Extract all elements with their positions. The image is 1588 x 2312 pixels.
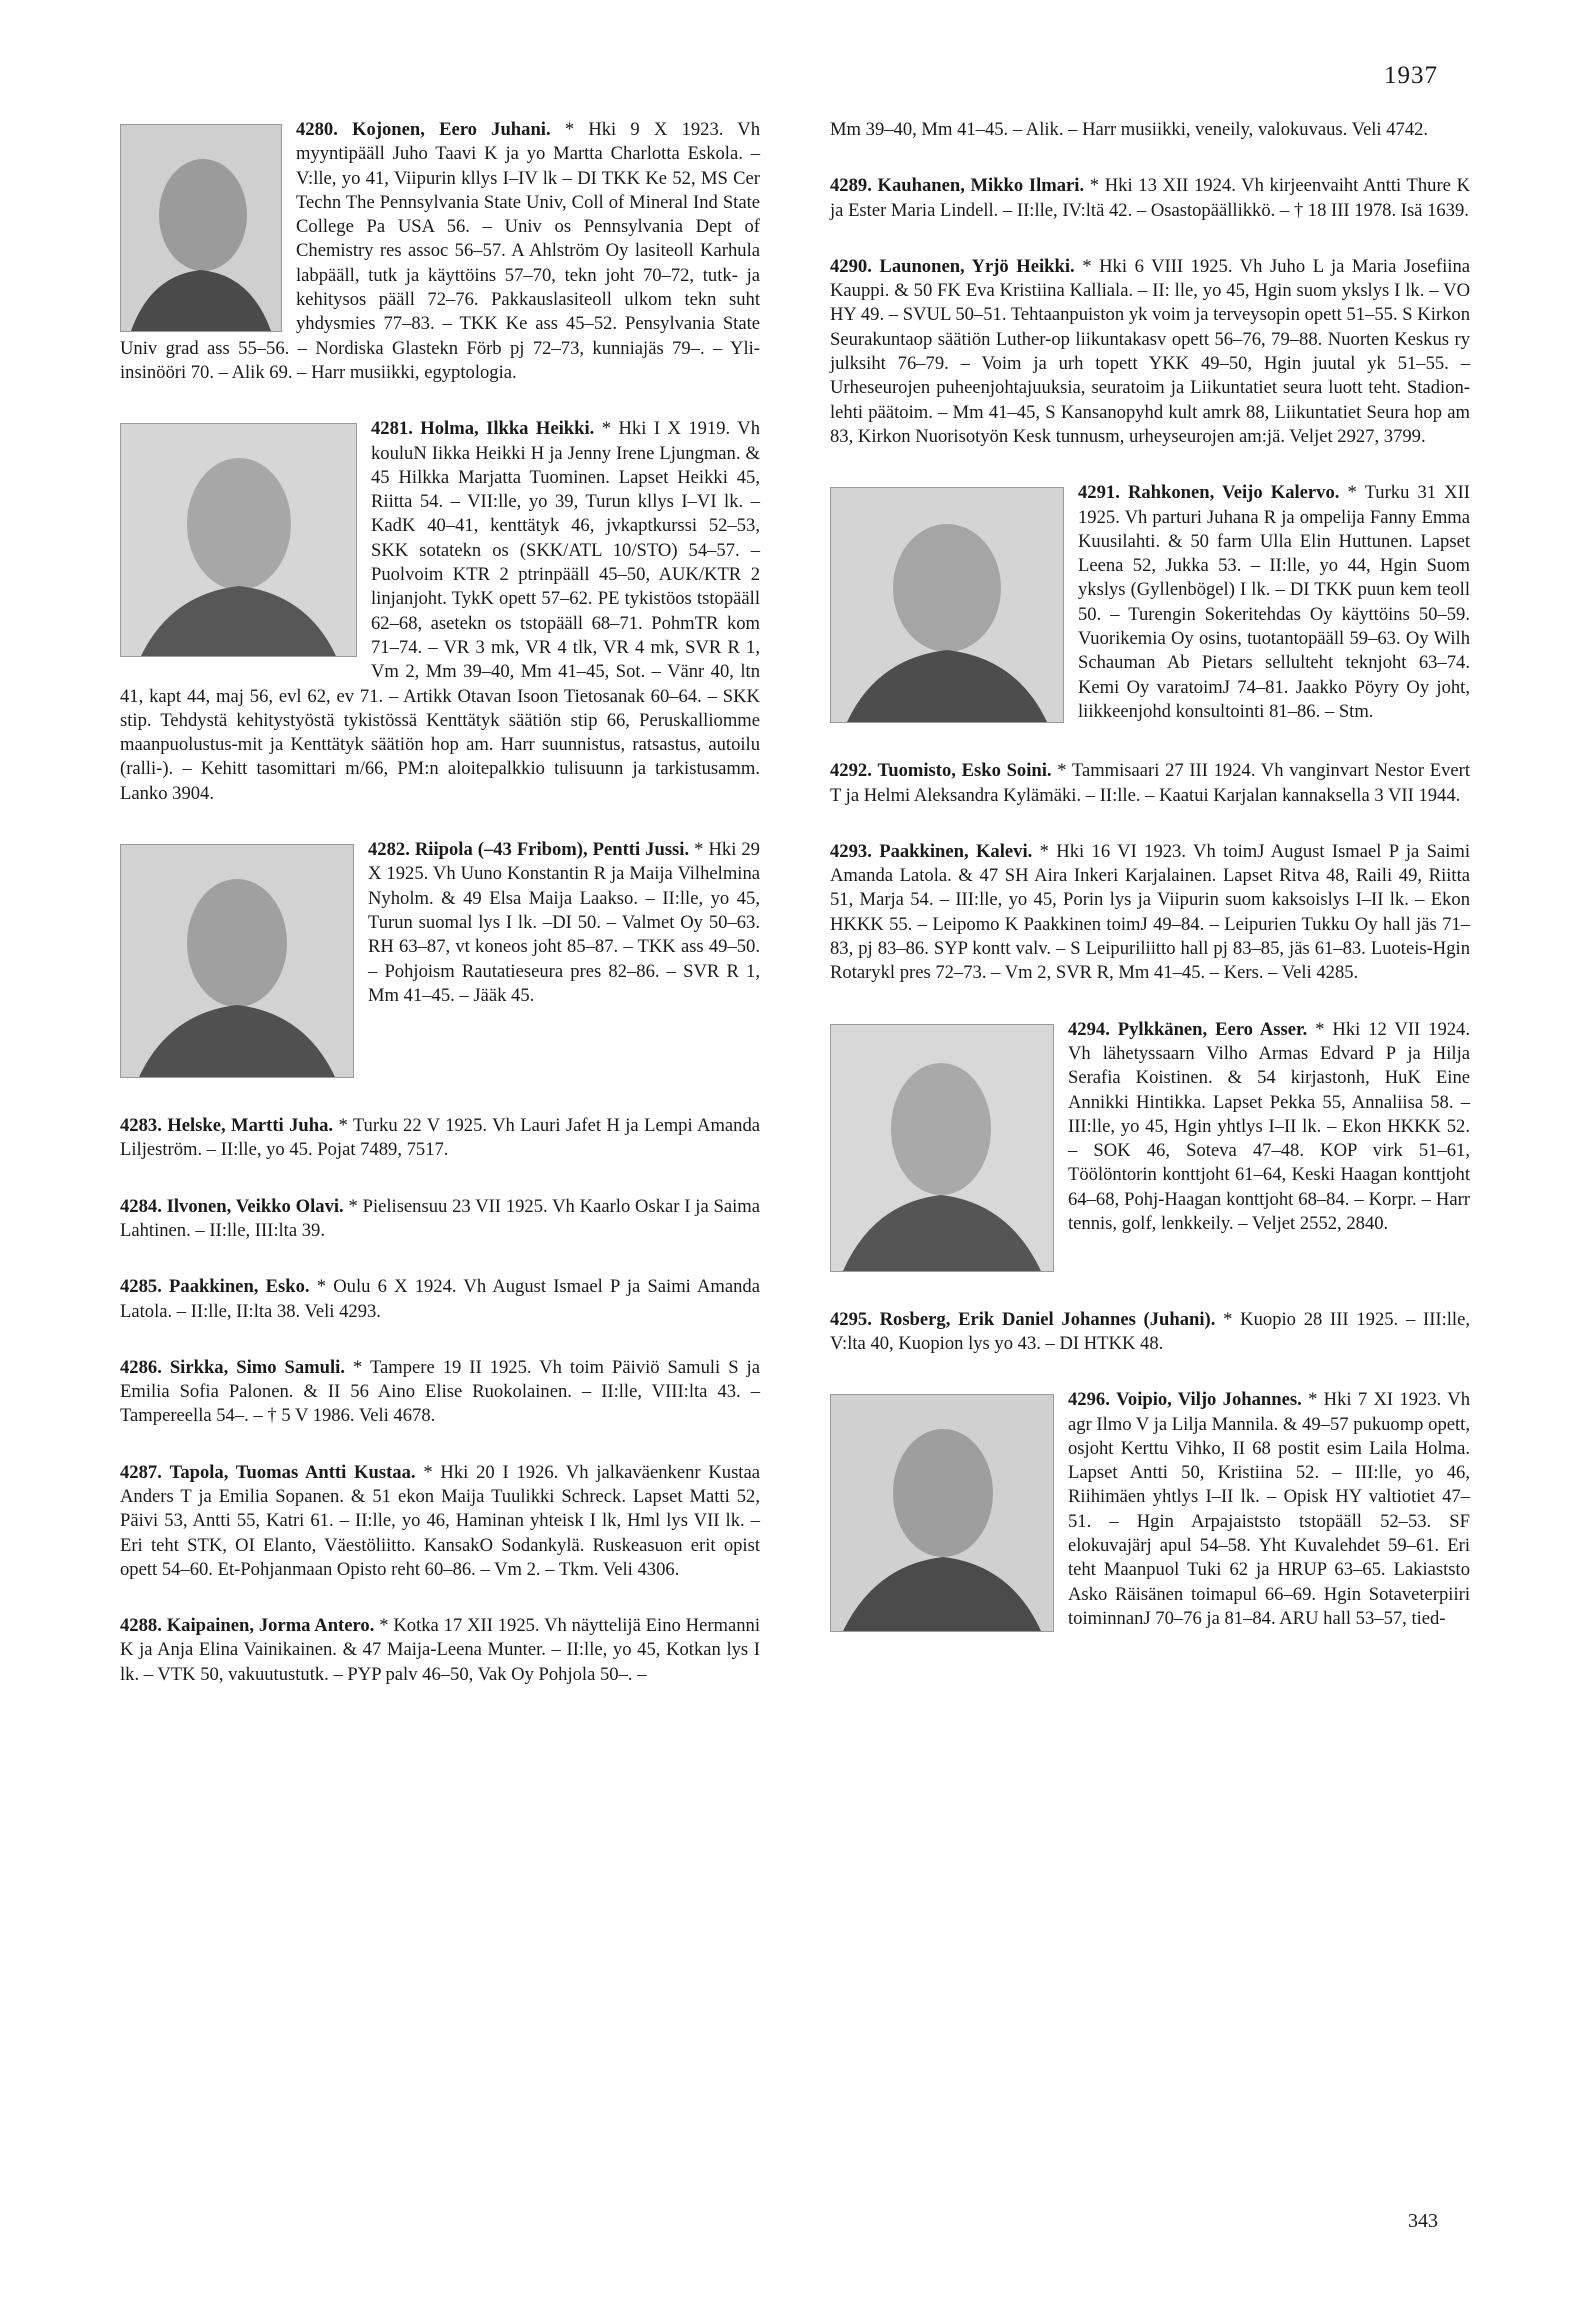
entry-text: * Tampere 19 II 1925. Vh toim Päiviö Samuli S ja Emilia Sofia Palonen. & II 56 Aino Elise Ruokolainen. – II:lle, VIII:lta 43. – Tampereella 54–. – † 5 V 1986. Veli 4678. — [120, 1356, 760, 1427]
page-number-top: 1937 — [1384, 62, 1438, 89]
entry-text: * Oulu 6 X 1924. Vh August Ismael P ja Saimi Amanda Latola. – II:lle, II:lta 38. Veli 4293. — [120, 1276, 760, 1322]
entry-number: 4293. — [830, 840, 872, 862]
entry-text: * Hki 9 X 1923. Vh myyntipääll Juho Taavi K ja yo Martta Charlotta Eskola. – V:lle, yo 41, Viipurin kllys I–IV lk – DI TKK Ke 52, MS Cer Techn The Pennsylvania State Univ, Coll of Mineral Ind State College Pa USA 56. – Univ os Pennsylvania Dept of Chemistry res assoc 56–57. A Ahlström Oy lasiteoll Karhula labpääll, tutk ja käyttöins 57–70, tekn joht 70–72, tutk- ja kehitysos pääll 72–76. Pakkauslasiteoll ulkom tekn suht yhdysmies 77–83. – TKK Ke ass 45–52. Pensylvania State Univ grad ass 55–56. – Nordiska Glastekn Förb pj 72–73, kunniajäs 79–. – Yli-insinööri 70. – Alik 69. – Harr musiikki, egyptologia. — [120, 119, 760, 383]
person-name: Kaipainen, Jorma Antero. — [166, 1615, 375, 1637]
left-column — [120, 118, 760, 1719]
entry-number: 4283. — [120, 1115, 162, 1137]
entry-number: 4288. — [120, 1615, 162, 1637]
entry-text: * Pielisensuu 23 VII 1925. Vh Kaarlo Oskar I ja Saima Lahtinen. – II:lle, III:lta 39. — [120, 1195, 760, 1241]
entry-text: * Kotka 17 XII 1925. Vh näyttelijä Eino Hermanni K ja Anja Elina Vainikainen. & 47 Maija-Leena Munter. – II:lle, yo 45, Kotkan lys I lk. – VTK 50, vakuutustutk. – PYP palv 46–50, Vak Oy Pohjola 50–. – — [120, 1615, 760, 1685]
entry-number: 4294. — [1068, 1018, 1110, 1040]
person-name: Pylkkänen, Eero Asser. — [1117, 1018, 1308, 1040]
entry-number: 4289. — [830, 175, 872, 197]
entry-number: 4285. — [120, 1276, 162, 1298]
person-name: Kauhanen, Mikko Ilmari. — [877, 175, 1085, 197]
person-name: Ilvonen, Veikko Olavi. — [166, 1195, 344, 1217]
entry-text: * Hki 29 X 1925. Vh Uuno Konstantin R ja Maija Vilhelmina Nyholm. & 49 Elsa Maija Laakso. – II:lle, yo 45, Turun suomal lys I lk. –DI 50. – Valmet Oy 50–63. RH 63–87, vt koneos joht 85–87. – TKK ass 49–50. – Pohjoism Rautatieseura pres 82–86. – SVR R 1, Mm 41–45. – Jääk 45. — [368, 839, 760, 1006]
entry-number: 4290. — [830, 255, 872, 277]
entry-4284 — [120, 1195, 760, 1244]
entry-4286 — [120, 1356, 760, 1429]
entry-number: 4286. — [120, 1356, 162, 1378]
right-column — [830, 118, 1470, 1663]
entry-text: * Tammisaari 27 III 1924. Vh vanginvart Nestor Evert T ja Helmi Aleksandra Kylämäki. – II:lle. – Kaatui Karjalan kannaksella 3 VII 1944. — [830, 760, 1470, 806]
entry-text: * Hki 13 XII 1924. Vh kirjeenvaiht Antti Thure K ja Ester Maria Lindell. – II:lle, IV:ltä 42. – Osastopäällikkö. – † 18 III 1978. Isä 1639. — [830, 175, 1471, 221]
entry-4288-continued — [830, 118, 1470, 142]
person-name: Paakkinen, Esko. — [169, 1276, 310, 1298]
entry-4288 — [120, 1614, 760, 1687]
entry-text: * Turku 22 V 1925. Vh Lauri Jafet H ja Lempi Amanda Liljeström. – II:lle, yo 45. Pojat 7489, 7517. — [120, 1115, 761, 1161]
entry-4296 — [830, 1388, 1470, 1631]
entry-4282 — [120, 838, 760, 1082]
entry-text: * Hki 7 XI 1923. Vh agr Ilmo V ja Lilja Mannila. & 49–57 pukuomp opett, osjoht Kerttu Vihko, II 68 postit esim Laila Holma. Lapset Antti 50, Kristiina 52. – III:lle, yo 46, Riihimäen yhtlys I–II lk. – Opisk HY valtiotiet 47–51. – Hgin Arpajaiststo tstopääll 52–53. SF elokuvajärj apul 54–58. Yht Kuvalehdet 59–61. Eri teht Maanpuol Tuki 62 ja HRUP 63–65. Lakiaststo Asko Räisänen toimapul 66–69. Hgin Sotaveterpiiri toiminnanJ 70–76 ja 81–84. ARU hall 53–57, tied- — [1068, 1389, 1470, 1629]
portrait-photo-4280 — [120, 124, 282, 332]
portrait-photo-4291 — [830, 487, 1064, 723]
entry-number: 4295. — [830, 1308, 872, 1330]
person-name: Rosberg, Erik Daniel Johannes (Juhani). — [879, 1308, 1216, 1330]
entry-text: * Hki 12 VII 1924. Vh lähetyssaarn Vilho Armas Edvard P ja Hilja Serafia Koistinen. & 54 kirjastonh, HuK Eine Annikki Hintikka. Lapset Pekka 55, Annaliisa 58. – III:lle, yo 45, Hgin yhtlys I–II lk. – Ekon HKKK 52. – SOK 46, Soteva 47–48. KOP virk 51–61, Töölöntorin konttjoht 61–64, Keski Haagan konttjoht 64–68, Pohj-Haagan konttjoht 68–84. – Korpr. – Harr tennis, golf, lenkkeily. – Veljet 2552, 2840. — [1068, 1018, 1470, 1235]
entry-4285 — [120, 1275, 760, 1324]
entry-text: * Hki 6 VIII 1925. Vh Juho L ja Maria Josefiina Kauppi. & 50 FK Eva Kristiina Kalliala. – II: lle, yo 45, Hgin suom ykslys I lk. – VO HY 49. – SVUL 50–51. Tehtaanpuiston yk voim ja terveysopin opett 51–55. S Kirkon Seurakuntaop säätiön Luther-op liikuntakasv opett 56–76, 79–88. Nuorten Keskus ry julksiht 76–79. – Voim ja urh topett YKK 49–50, Hgin juutal yk 51–55. – Urheseurojen puheenjohtajuuksia, seuratoim ja Liikuntatiet seura luott teht. Stadion-lehti päätoim. – Mm 41–45, S Kansanopyhd kult amrk 88, Liikuntatiet Seura hop am 83, Kirkon Nuorisotyön Kesk tunnusm, urheyseurojen am:jä. Veljet 2927, 3799. — [830, 255, 1470, 447]
entry-4287 — [120, 1461, 760, 1582]
entry-4291 — [830, 481, 1470, 727]
person-name: Rahkonen, Veijo Kalervo. — [1127, 482, 1340, 504]
entry-4292 — [830, 759, 1470, 808]
person-name: Riipola (–43 Fribom), Pentti Jussi. — [414, 839, 690, 861]
entry-4290 — [830, 255, 1470, 449]
entry-4289 — [830, 174, 1470, 223]
page-number-bottom: 343 — [1408, 2210, 1438, 2232]
entry-number: 4281. — [371, 418, 413, 440]
entry-text: * Hki 16 VI 1923. Vh toimJ August Ismael P ja Saimi Amanda Latola. & 47 SH Aira Inkeri Karjalainen. Lapset Ritva 48, Raili 49, Riitta 51, Marja 54. – III:lle, yo 45, Porin lys ja Viipurin suom kaksoislys I–II lk. – Ekon HKKK 55. – Leipomo K Paakkinen toimJ 49–84. – Leipurien Tukku Oy hall jäs 71–83, pj 83–86. SYP kontt valv. – S Leipuriliitto hall pj 83–85, jäs 61–83. Luoteis-Hgin Rotarykl pres 72–73. – Vm 2, SVR R, Mm 41–45. – Kers. – Veli 4285. — [830, 840, 1470, 984]
entry-text: * Hki I X 1919. Vh kouluN Iikka Heikki H ja Jenny Irene Ljungman. & 45 Hilkka Marjatta Tuominen. Lapset Heikki 45, Riitta 54. – VII:lle, yo 39, Turun kllys I–VI lk. – KadK 40–41, kenttätyk 46, jvkaptkurssi 52–53, SKK sotatekn os (SKK/ATL 10/STO) 54–57. – Puolvoim KTR 2 ptrinpääll 45–50, AUK/KTR 2 linjanjoht. TykK opett 57–62. PE tykistöos tstopääll 62–68, asetekn os tstopääll 68–71. PohmTR kom 71–74. – VR 3 mk, VR 4 tlk, VR 4 mk, SVR R 1, Vm 2, Mm 39–40, Mm 41–45, Sot. – Vänr 40, ltn 41, kapt 44, maj 56, evl 62, ev 71. – Artikk Otavan Isoon Tietosanak 60–64. – SKK stip. Tehdystä kehitystyöstä tykistössä Kenttätyk säätiön stip 66, Peruskalliomme maanpuolustus-mit ja Kenttätyk säätiön hop am. Harr suunnistus, ratsastus, autoilu (ralli-). – Kehitt tasomittari m/66, PM:n aloitepalkkio tulisuunn ja tarkistusamm. Lanko 3904. — [120, 418, 761, 804]
entry-4283 — [120, 1114, 760, 1163]
entry-4293 — [830, 840, 1470, 986]
portrait-photo-4294 — [830, 1024, 1054, 1272]
person-name: Voipio, Viljo Johannes. — [1116, 1389, 1302, 1411]
portrait-photo-4281 — [120, 423, 357, 657]
person-name: Tapola, Tuomas Antti Kustaa. — [169, 1461, 416, 1483]
person-name: Holma, Ilkka Heikki. — [420, 418, 595, 440]
portrait-photo-4296 — [830, 1394, 1054, 1632]
entry-4281 — [120, 417, 760, 806]
entry-number: 4280. — [296, 119, 338, 140]
entry-number: 4291. — [1078, 482, 1120, 504]
entry-text: Mm 39–40, Mm 41–45. – Alik. – Harr musiikki, veneily, valokuvaus. Veli 4742. — [830, 119, 1429, 140]
entry-4280 — [120, 118, 760, 385]
person-name: Tuomisto, Esko Soini. — [877, 760, 1052, 782]
entry-number: 4292. — [830, 760, 872, 782]
entry-number: 4296. — [1068, 1389, 1110, 1411]
portrait-photo-4282 — [120, 844, 354, 1078]
entry-number: 4287. — [120, 1461, 162, 1483]
person-name: Helske, Martti Juha. — [167, 1115, 334, 1137]
person-name: Paakkinen, Kalevi. — [879, 840, 1033, 862]
entry-text: * Kuopio 28 III 1925. – III:lle, V:lta 40, Kuopion lys yo 43. – DI HTKK 48. — [830, 1308, 1470, 1354]
person-name: Kojonen, Eero Juhani. — [352, 119, 551, 140]
entry-4294 — [830, 1018, 1470, 1276]
entry-number: 4284. — [120, 1195, 162, 1217]
person-name: Sirkka, Simo Samuli. — [169, 1356, 345, 1378]
entry-4295 — [830, 1308, 1470, 1357]
entry-number: 4282. — [368, 839, 410, 861]
entry-text: * Turku 31 XII 1925. Vh parturi Juhana R ja ompelija Fanny Emma Kuusilahti. & 50 farm Ulla Elin Huttunen. Lapset Leena 52, Jukka 53. – II:lle, yo 44, Hgin Suom ykslys (Gyllenbögel) I lk. – DI TKK puun kem teoll 50. – Turengin Sokeritehdas Oy käyttöins 50–59. Vuorikemia Oy osins, tuotantopääll 59–63. Oy Wilh Schauman Ab Pietars sellulteht teknjoht 63–74. Kemi Oy varatoimJ 74–81. Jaakko Pöyry Oy joht, liikkeenjohd konsultointi 81–86. – Stm. — [1078, 482, 1470, 722]
entry-text: * Hki 20 I 1926. Vh jalkaväenkenr Kustaa Anders T ja Emilia Sopanen. & 51 ekon Maija Tuulikki Schreck. Lapset Matti 52, Päivi 53, Antti 55, Katri 61. – II:lle, yo 46, Haminan yhteisk I lk, Hml lys VII lk. – Eri teht STK, OI Elanto, Väestöliitto. KansakO Sodankylä. Ruskeasuon erit opist opett 54–60. Et-Pohjanmaan Opisto reht 60–86. – Vm 2. – Tkm. Veli 4306. — [120, 1461, 760, 1580]
person-name: Launonen, Yrjö Heikki. — [879, 255, 1075, 277]
